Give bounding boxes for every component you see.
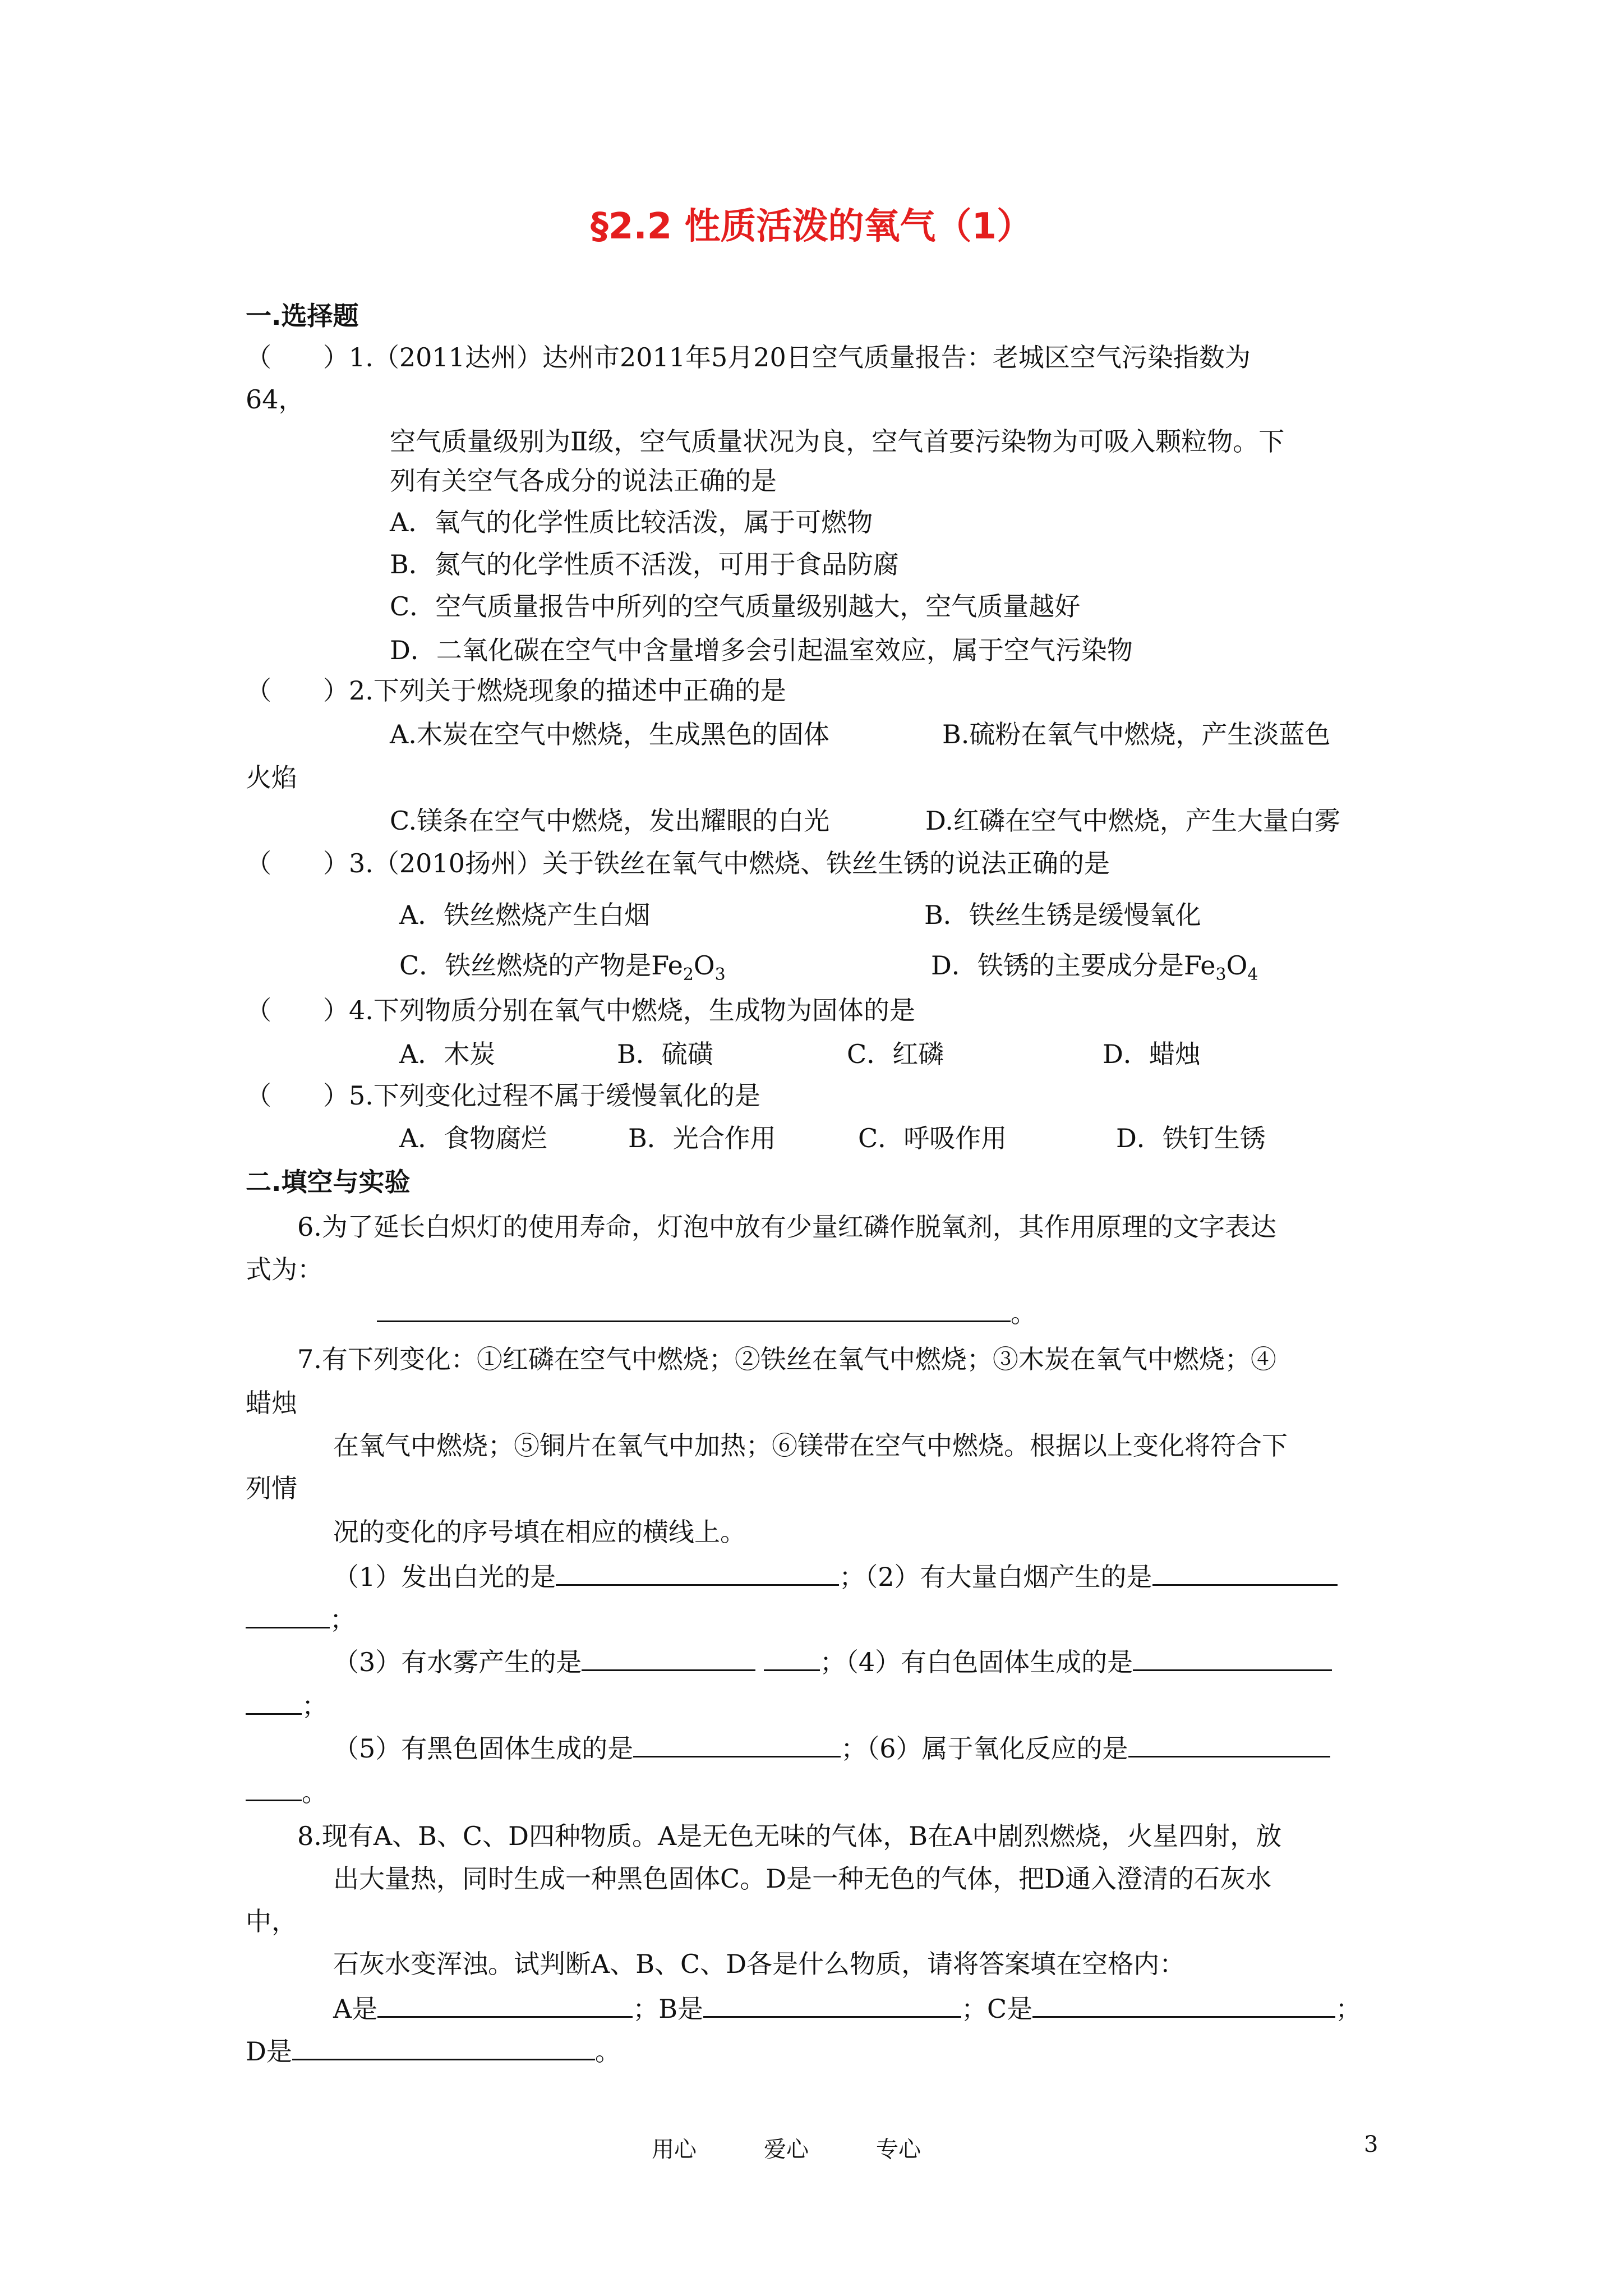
q7-blank-4[interactable]	[1133, 1645, 1332, 1671]
q8-stem: 8.现有A、B、C、D四种物质。A是无色无味的气体，B在A中剧烈燃烧，火星四射，放	[297, 1821, 1282, 1851]
q3-option-a: A．铁丝燃烧产生白烟	[399, 900, 651, 930]
q7-blank-1[interactable]	[556, 1559, 839, 1586]
q7-part5-6: （5）有黑色固体生成的是 ；（6）属于氧化反应的是	[333, 1731, 1330, 1766]
q7-blank-4-cont[interactable]	[246, 1688, 302, 1715]
q2-option-a: A.木炭在空气中燃烧，生成黑色的固体	[390, 719, 829, 749]
q7-blank-2-cont[interactable]	[246, 1602, 330, 1628]
q5-stem: （ ）5.下列变化过程不属于缓慢氧化的是	[246, 1080, 760, 1111]
q6-answer-line: 。	[377, 1296, 1036, 1331]
q4-option-c: C．红磷	[847, 1039, 944, 1069]
q1-option-c: C．空气质量报告中所列的空气质量级别越大，空气质量越好	[390, 591, 1081, 622]
q8-blank-a[interactable]	[377, 1991, 633, 2018]
q4-option-b: B．硫磺	[617, 1039, 713, 1069]
section-heading-choice: 一.选择题	[246, 301, 359, 331]
page-number: 3	[1364, 2132, 1378, 2157]
q7-blank-3b[interactable]	[764, 1645, 820, 1671]
q7-stem: 7.有下列变化：①红磷在空气中燃烧；②铁丝在氧气中燃烧；③木炭在氧气中燃烧；④	[297, 1344, 1276, 1374]
q8-stem-cont2: 中，	[246, 1906, 297, 1936]
q4-option-d: D．蜡烛	[1103, 1039, 1201, 1069]
page-title: §2.2 性质活泼的氧气（1）	[590, 206, 1033, 247]
q7-part6-cont: 。	[246, 1775, 328, 1810]
q7-blank-5[interactable]	[633, 1731, 841, 1757]
footer-word-1: 用心	[652, 2137, 697, 2162]
section-heading-fill: 二.填空与实验	[246, 1167, 411, 1197]
q5-option-a: A．食物腐烂	[399, 1123, 547, 1153]
q1-stem-cont2: 空气质量级别为Ⅱ级，空气质量状况为良，空气首要污染物为可吸入颗粒物。下	[390, 426, 1285, 457]
q7-part2-cont: ；	[246, 1602, 356, 1637]
q5-option-b: B．光合作用	[628, 1123, 776, 1153]
q1-stem: （ ）1.（2011达州）达州市2011年5月20日空气质量报告：老城区空气污染指数为	[246, 342, 1251, 372]
q6-stem: 6.为了延长白炽灯的使用寿命，灯泡中放有少量红磷作脱氧剂，其作用原理的文字表达	[297, 1212, 1276, 1242]
q7-blank-2[interactable]	[1152, 1559, 1338, 1586]
q7-stem-cont2: 在氧气中燃烧；⑤铜片在氧气中加热；⑥镁带在空气中燃烧。根据以上变化将符合下	[333, 1430, 1288, 1461]
q4-stem: （ ）4.下列物质分别在氧气中燃烧，生成物为固体的是	[246, 995, 915, 1025]
q7-part3-4: （3）有水雾产生的是 ；（4）有白色固体生成的是	[333, 1645, 1332, 1680]
q8-answers-abc: A是 ；B是 ；C是 ；	[333, 1991, 1361, 2026]
q1-stem-cont: 64，	[246, 384, 305, 415]
q2-option-d: D.红磷在空气中燃烧，产生大量白雾	[925, 806, 1340, 836]
q1-option-b: B．氮气的化学性质不活泼，可用于食品防腐	[390, 549, 899, 579]
q3-option-b: B．铁丝生锈是缓慢氧化	[924, 900, 1201, 930]
q5-option-d: D．铁钉生锈	[1116, 1123, 1266, 1153]
q7-blank-6-cont[interactable]	[246, 1775, 302, 1801]
footer-word-3: 专心	[876, 2137, 921, 2162]
q7-blank-3[interactable]	[582, 1645, 755, 1671]
q3-option-c: C．铁丝燃烧的产物是$Fe_2O_3$	[399, 950, 726, 985]
q8-answer-d: D是 。	[246, 2034, 621, 2069]
q2-option-c: C.镁条在空气中燃烧，发出耀眼的白光	[390, 806, 830, 836]
q8-stem-cont: 出大量热，同时生成一种黑色固体C。D是一种无色的气体，把D通入澄清的石灰水	[333, 1864, 1271, 1894]
q8-blank-c[interactable]	[1032, 1991, 1335, 2018]
q3-stem: （ ）3.（2010扬州）关于铁丝在氧气中燃烧、铁丝生锈的说法正确的是	[246, 848, 1110, 878]
q1-option-d: D．二氧化碳在空气中含量增多会引起温室效应，属于空气污染物	[390, 635, 1133, 665]
q4-option-a: A．木炭	[399, 1039, 496, 1069]
q2-stem: （ ）2.下列关于燃烧现象的描述中正确的是	[246, 675, 786, 706]
q8-blank-d[interactable]	[292, 2034, 595, 2060]
q5-option-c: C．呼吸作用	[858, 1123, 1007, 1153]
q8-stem-cont3: 石灰水变浑浊。试判断A、B、C、D各是什么物质，请将答案填在空格内：	[333, 1949, 1186, 1979]
footer-word-2: 爱心	[764, 2137, 809, 2162]
q7-blank-6[interactable]	[1128, 1731, 1330, 1757]
q2-option-b-cont: 火焰	[246, 762, 297, 793]
q7-stem-cont: 蜡烛	[246, 1388, 297, 1418]
q6-blank[interactable]	[377, 1296, 1011, 1322]
q2-option-b: B.硫粉在氧气中燃烧，产生淡蓝色	[942, 719, 1331, 749]
q7-stem-cont4: 况的变化的序号填在相应的横线上。	[333, 1517, 746, 1547]
q1-option-a: A．氧气的化学性质比较活泼，属于可燃物	[390, 507, 873, 537]
q7-part1-2: （1）发出白光的是 ；（2）有大量白烟产生的是	[333, 1559, 1338, 1594]
q1-stem-cont3: 列有关空气各成分的说法正确的是	[390, 466, 777, 496]
q3-option-d: D．铁锈的主要成分是$Fe_3O_4$	[931, 950, 1258, 985]
q8-blank-b[interactable]	[703, 1991, 961, 2018]
q7-part4-cont: ；	[246, 1688, 328, 1723]
q6-stem-cont: 式为：	[246, 1254, 323, 1285]
q7-stem-cont3: 列情	[246, 1473, 297, 1503]
